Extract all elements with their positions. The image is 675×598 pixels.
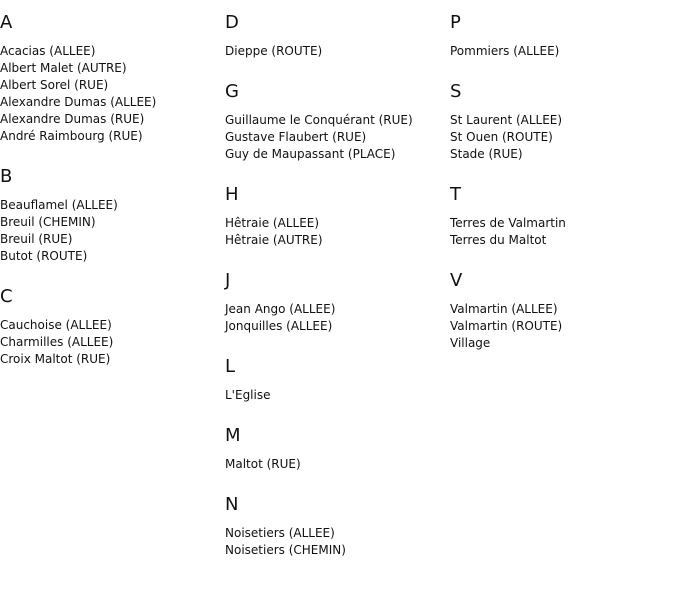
street-list-item [450, 146, 675, 163]
street-list [0, 317, 225, 368]
street-link[interactable]: Acacias (ALLEE) [0, 44, 96, 58]
street-list-item [225, 318, 450, 335]
street-list [225, 456, 450, 473]
street-list-item [225, 301, 450, 318]
street-list [450, 301, 675, 352]
letter-heading: L [225, 356, 236, 377]
street-link[interactable]: Jonquilles (ALLEE) [225, 319, 333, 333]
street-link[interactable]: Breuil (RUE) [0, 232, 73, 246]
street-link[interactable]: Maltot (RUE) [225, 457, 301, 471]
street-link[interactable]: Noisetiers (CHEMIN) [225, 543, 346, 557]
street-list-item [450, 129, 675, 146]
street-list-item [0, 231, 225, 248]
street-list [450, 43, 675, 60]
street-link[interactable]: André Raimbourg (RUE) [0, 129, 143, 143]
letter-group [225, 425, 450, 473]
street-list-item [225, 525, 450, 542]
street-link[interactable]: Butot (ROUTE) [0, 249, 88, 263]
street-list-item [0, 111, 225, 128]
street-list [225, 43, 450, 60]
street-list [225, 112, 450, 163]
street-list-item [225, 129, 450, 146]
street-link[interactable]: Jean Ango (ALLEE) [225, 302, 336, 316]
street-list-item [450, 301, 675, 318]
letter-heading: N [225, 494, 239, 515]
street-link[interactable]: Albert Sorel (RUE) [0, 78, 109, 92]
street-list [225, 387, 450, 404]
street-list-item [225, 146, 450, 163]
street-link[interactable]: Noisetiers (ALLEE) [225, 526, 335, 540]
index-column [450, 12, 675, 373]
letter-heading: M [225, 425, 241, 446]
street-link[interactable]: Gustave Flaubert (RUE) [225, 130, 367, 144]
letter-group [0, 166, 225, 265]
letter-heading: T [450, 184, 461, 205]
letter-group [0, 286, 225, 368]
index-column [225, 12, 450, 580]
street-list-item [0, 43, 225, 60]
letter-group [225, 356, 450, 404]
street-list-item [0, 351, 225, 368]
street-list-item [450, 112, 675, 129]
street-link[interactable]: Valmartin (ALLEE) [450, 302, 558, 316]
street-list-item [225, 387, 450, 404]
street-link[interactable]: Stade (RUE) [450, 147, 523, 161]
street-link[interactable]: Valmartin (ROUTE) [450, 319, 563, 333]
letter-heading: V [450, 270, 463, 291]
street-list-item [0, 77, 225, 94]
street-link[interactable]: Terres de Valmartin [450, 216, 566, 230]
street-list-item [0, 60, 225, 77]
street-list-item [0, 248, 225, 265]
letter-heading: B [0, 166, 13, 187]
street-link[interactable]: Charmilles (ALLEE) [0, 335, 114, 349]
letter-group [225, 81, 450, 163]
street-list [225, 215, 450, 249]
street-link[interactable]: Alexandre Dumas (ALLEE) [0, 95, 157, 109]
letter-heading: C [0, 286, 13, 307]
street-link[interactable]: Cauchoise (ALLEE) [0, 318, 112, 332]
letter-group [450, 12, 675, 60]
street-list [450, 215, 675, 249]
street-list [450, 112, 675, 163]
street-link[interactable]: St Laurent (ALLEE) [450, 113, 563, 127]
street-list-item [450, 335, 675, 352]
street-list-item [0, 128, 225, 145]
street-list [225, 525, 450, 559]
street-link[interactable]: Hêtraie (AUTRE) [225, 233, 323, 247]
street-link[interactable]: L'Eglise [225, 388, 271, 402]
street-list-item [225, 215, 450, 232]
letter-heading: J [225, 270, 231, 291]
street-link[interactable]: Hêtraie (ALLEE) [225, 216, 320, 230]
index-column [0, 12, 225, 389]
letter-heading: S [450, 81, 462, 102]
street-list-item [450, 43, 675, 60]
letter-group [450, 270, 675, 352]
street-link[interactable]: Beauflamel (ALLEE) [0, 198, 118, 212]
street-list-item [225, 542, 450, 559]
letter-heading: P [450, 12, 461, 33]
street-link[interactable]: Breuil (CHEMIN) [0, 215, 96, 229]
letter-group [225, 270, 450, 335]
letter-group [225, 494, 450, 559]
letter-heading: D [225, 12, 239, 33]
letter-heading: G [225, 81, 239, 102]
street-list-item [0, 334, 225, 351]
street-link[interactable]: Terres du Maltot [450, 233, 547, 247]
letter-group [0, 12, 225, 145]
street-link[interactable]: Dieppe (ROUTE) [225, 44, 323, 58]
letter-group [450, 184, 675, 249]
street-list-item [0, 94, 225, 111]
letter-group [450, 81, 675, 163]
letter-group [225, 12, 450, 60]
street-list-item [0, 317, 225, 334]
letter-group [225, 184, 450, 249]
street-link[interactable]: St Ouen (ROUTE) [450, 130, 553, 144]
street-list-item [225, 456, 450, 473]
street-link[interactable]: Guillaume le Conquérant (RUE) [225, 113, 413, 127]
street-list-item [450, 318, 675, 335]
street-list-item [0, 197, 225, 214]
street-link[interactable]: Croix Maltot (RUE) [0, 352, 111, 366]
street-list [0, 197, 225, 265]
street-list [0, 43, 225, 145]
street-list [225, 301, 450, 335]
street-list-item [450, 215, 675, 232]
street-link[interactable]: Village [450, 336, 491, 350]
letter-heading: A [0, 12, 13, 33]
street-list-item [450, 232, 675, 249]
street-link[interactable]: Guy de Maupassant (PLACE) [225, 147, 396, 161]
street-list-item [225, 232, 450, 249]
street-list-item [0, 214, 225, 231]
street-link[interactable]: Pommiers (ALLEE) [450, 44, 560, 58]
street-link[interactable]: Alexandre Dumas (RUE) [0, 112, 145, 126]
street-list-item [225, 112, 450, 129]
letter-heading: H [225, 184, 239, 205]
street-link[interactable]: Albert Malet (AUTRE) [0, 61, 127, 75]
street-list-item [225, 43, 450, 60]
